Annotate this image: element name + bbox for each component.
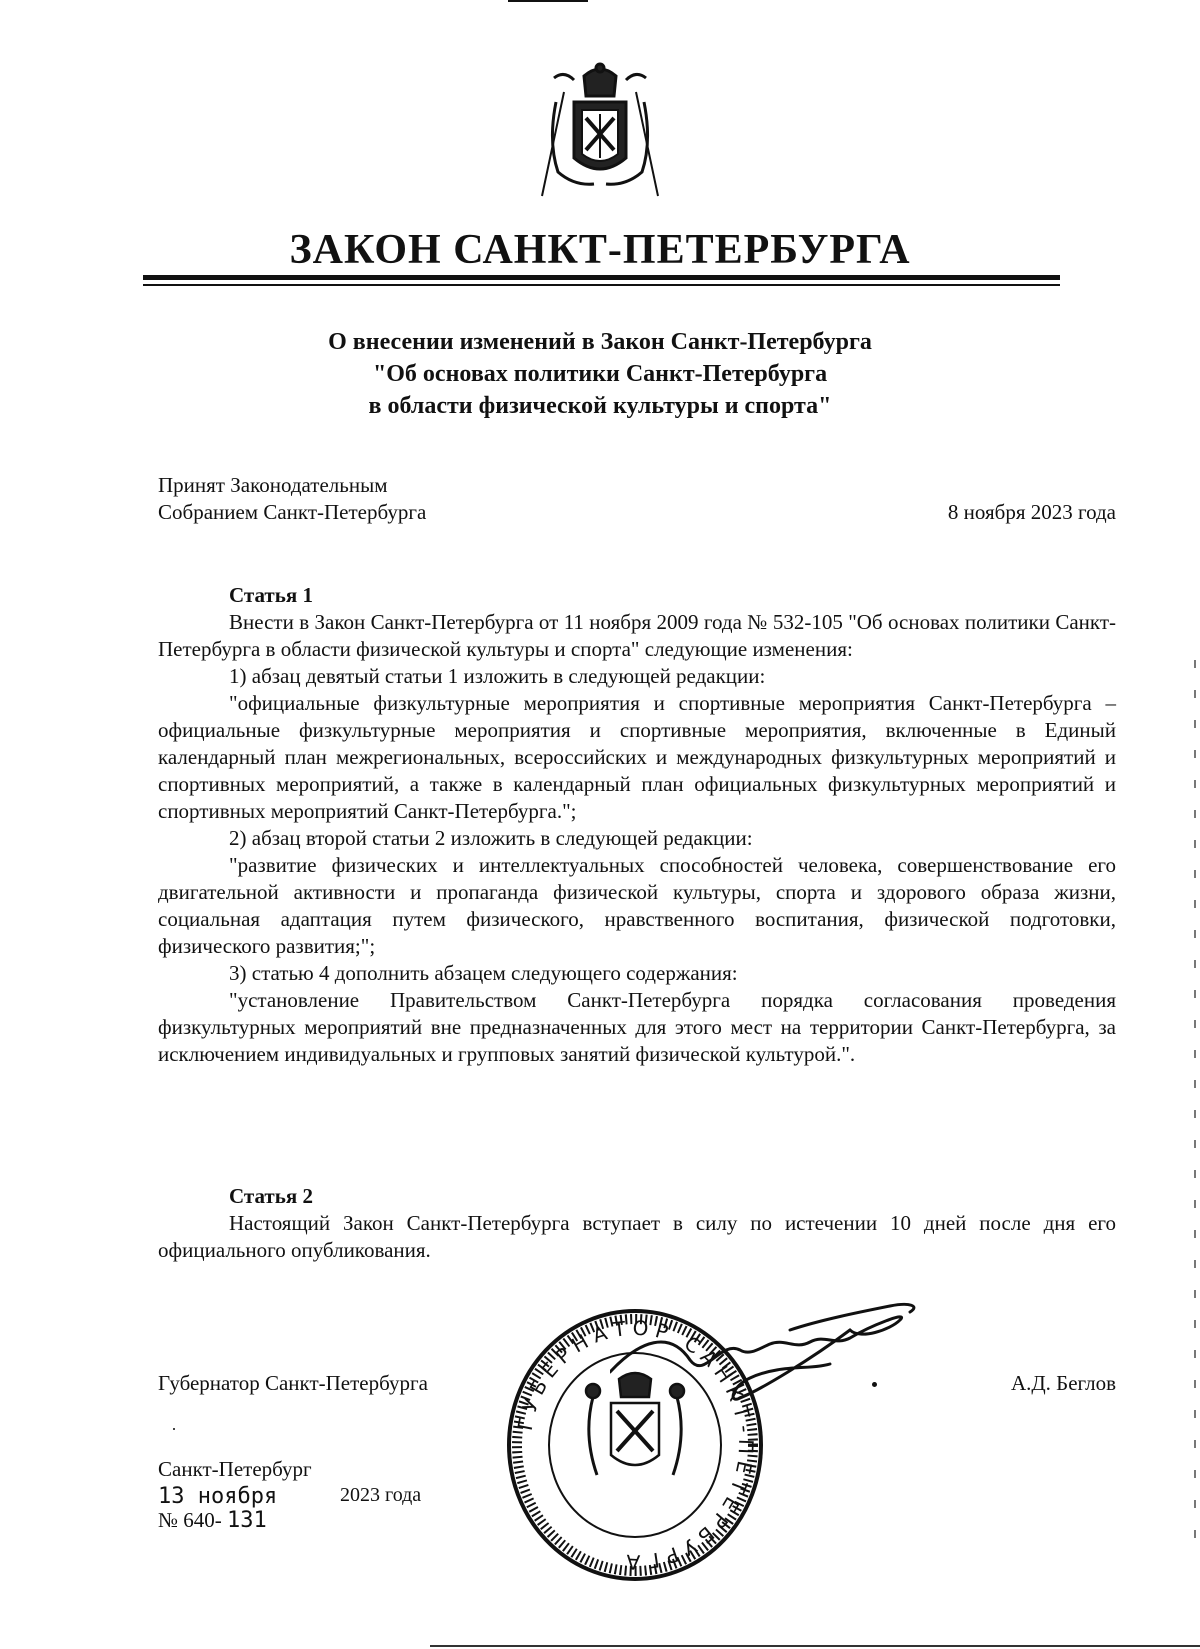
article-heading: Статья 2 — [229, 1184, 313, 1208]
subtitle-line: "Об основах политики Санкт-Петербурга — [372, 361, 828, 387]
scan-edge-marks — [1194, 660, 1196, 1560]
article-1 — [158, 582, 1116, 1068]
governor-name: А.Д. Беглов — [1010, 1371, 1116, 1395]
article-2 — [158, 1183, 1116, 1264]
adopted-line: Принят Законодательным — [158, 473, 388, 497]
article-heading: Статья 1 — [229, 583, 313, 607]
law-number — [158, 1508, 267, 1533]
subtitle-line: в области физической культуры и спорта" — [368, 393, 832, 419]
signing-city: Санкт-Петербург — [158, 1457, 312, 1481]
article-paragraph: "официальные физкультурные мероприятия и спортивные мероприятия Санкт-Петербурга – официальные физкультурные мероприятия и спортивные мероприятия, включенные в Единый календарный план межрегиональных, всероссийских и международных физкультурных мероприятий и спортивных мероприятий, а также в календарный план официальных физкультурных мероприятий и спортивных мероприятий Санкт-Петербурга."; — [158, 691, 1116, 823]
document-subtitle — [0, 326, 1200, 422]
document-title: ЗАКОН САНКТ-ПЕТЕРБУРГА — [289, 227, 911, 273]
handwritten-signature — [610, 1300, 960, 1420]
article-paragraph: "установление Правительством Санкт-Петербурга порядка согласования проведения физкультурных мероприятий вне предназначенных для этого мест на территории Санкт-Петербурга, за исключением индивидуальных и групповых занятий физической культурой.". — [158, 988, 1116, 1066]
article-paragraph: 3) статью 4 дополнить абзацем следующего содержания: — [229, 961, 738, 985]
adopted-date: 8 ноября 2023 года — [947, 500, 1116, 524]
adopted-by — [158, 472, 426, 526]
scan-mark-top — [508, 0, 588, 2]
signing-date-day: 13 ноября — [158, 1484, 278, 1509]
law-number-prefix: № 640- — [158, 1508, 222, 1532]
article-paragraph: Настоящий Закон Санкт-Петербурга вступает в силу по истечении 10 дней после дня его официального опубликования. — [158, 1211, 1116, 1262]
scan-speck — [173, 1428, 175, 1430]
title-rule-thin — [143, 284, 1060, 286]
subtitle-line: О внесении изменений в Закон Санкт-Петербурга — [328, 329, 872, 355]
article-paragraph: "развитие физических и интеллектуальных способностей человека, совершенствование его двигательной активности и пропаганда физической культуры, спорта и здорового образа жизни, социальная адаптация путем физического, нравственного воспитания, физической подготовки, физического развития;"; — [158, 853, 1116, 958]
signing-date-year: 2023 года — [340, 1484, 422, 1506]
law-number-value: 131 — [227, 1508, 267, 1533]
article-paragraph: 1) абзац девятый статьи 1 изложить в следующей редакции: — [229, 664, 766, 688]
article-paragraph: 2) абзац второй статьи 2 изложить в следующей редакции: — [229, 826, 753, 850]
governor-position: Губернатор Санкт-Петербурга — [158, 1371, 428, 1395]
title-rule-thick — [143, 275, 1060, 280]
seal-text: ГУБЕРНАТОР САНКТ-ПЕТЕРБУРГА — [512, 1315, 759, 1575]
article-paragraph: Внести в Закон Санкт-Петербурга от 11 ноября 2009 года № 532-105 "Об основах политики Санкт-Петербурга в области физической культуры и спорта" следующие изменения: — [158, 610, 1116, 661]
adopted-line: Собранием Санкт-Петербурга — [158, 500, 427, 524]
coat-of-arms-icon — [534, 62, 666, 202]
scan-mark-bottom — [430, 1645, 1200, 1647]
